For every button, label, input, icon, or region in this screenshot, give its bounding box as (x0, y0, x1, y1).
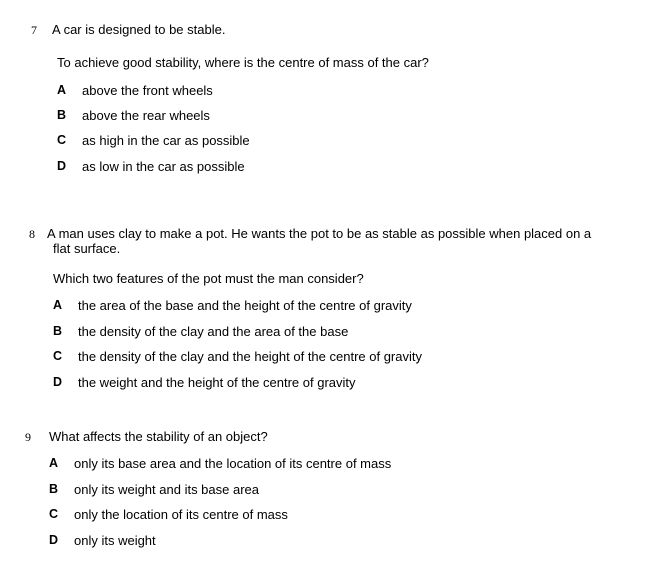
option-letter: C (57, 133, 67, 147)
question-stem: A man uses clay to make a pot. He wants the pot to be as stable as possible when placed on a (47, 226, 592, 241)
option-letter: D (49, 533, 59, 547)
question-stem: A car is designed to be stable. (52, 22, 226, 37)
question-prompt: Which two features of the pot must the man consider? (53, 271, 364, 286)
option-letter: A (57, 83, 67, 97)
option-letter: A (53, 298, 63, 312)
question-prompt: To achieve good stability, where is the centre of mass of the car? (57, 55, 429, 70)
option-text: the density of the clay and the height of the centre of gravity (78, 349, 422, 364)
option-letter: D (53, 375, 63, 389)
option-text: the density of the clay and the area of the base (78, 324, 349, 339)
option-letter: B (49, 482, 59, 496)
question-number: 8 (29, 227, 35, 241)
option-text: as high in the car as possible (82, 133, 250, 148)
option-letter: C (49, 507, 59, 521)
option-text: the area of the base and the height of the centre of gravity (78, 298, 412, 313)
question-number: 7 (31, 23, 37, 37)
option-letter: C (53, 349, 63, 363)
option-letter: A (49, 456, 59, 470)
option-text: above the front wheels (82, 83, 213, 98)
option-text: the weight and the height of the centre of gravity (78, 375, 356, 390)
option-letter: D (57, 159, 67, 173)
option-text: only its weight and its base area (74, 482, 259, 497)
option-text: only its weight (74, 533, 156, 548)
question-stem: What affects the stability of an object? (49, 429, 268, 444)
question-number: 9 (25, 430, 31, 444)
option-text: as low in the car as possible (82, 159, 245, 174)
option-letter: B (53, 324, 63, 338)
option-text: above the rear wheels (82, 108, 210, 123)
option-text: only the location of its centre of mass (74, 507, 288, 522)
option-letter: B (57, 108, 67, 122)
option-text: only its base area and the location of its centre of mass (74, 456, 392, 471)
question-stem-continued: flat surface. (53, 241, 121, 256)
